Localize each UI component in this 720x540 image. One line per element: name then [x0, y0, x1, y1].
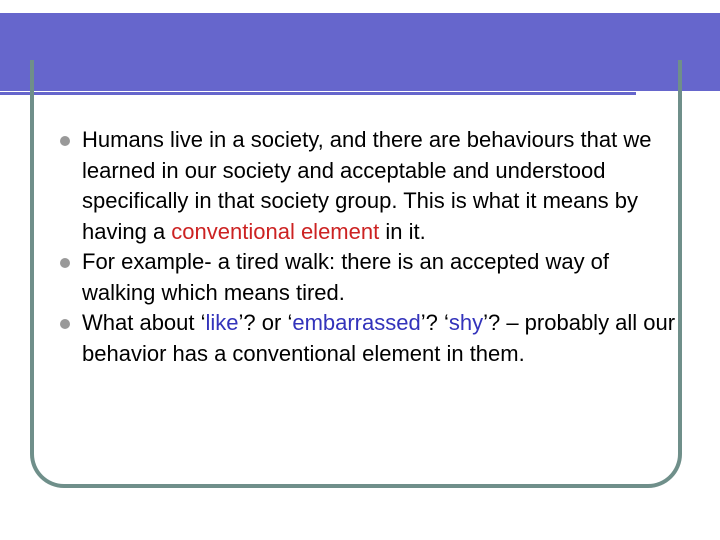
bullet-3-text-d: ’? – probably all our behavior has a conventional element in them. [82, 310, 676, 366]
bullet-item-1 [60, 125, 680, 247]
bullet-2-text: For example- a tired walk: there is an accepted way of walking which means tired. [82, 249, 610, 305]
bullet-dot-icon [60, 136, 70, 146]
bullet-dot-icon [60, 258, 70, 268]
title-banner-edge [692, 13, 720, 91]
highlight-shy: shy [448, 310, 484, 335]
highlight-conventional-element: conventional element [171, 218, 380, 244]
bullet-item-2 [60, 247, 680, 308]
bullet-1-text-b: in it. [379, 218, 426, 244]
bullet-item-3 [60, 308, 680, 369]
highlight-like: like [205, 310, 239, 335]
highlight-embarrassed: embarrassed [292, 310, 421, 335]
bullet-3-text-c: ’? ‘ [420, 310, 449, 335]
slide-body [60, 125, 680, 369]
bullet-3-text-b: ’? or ‘ [238, 310, 293, 335]
bullet-1-text-a: Humans live in a society, and there are behaviours that we learned in our society and acceptable and understood specifically in that society group. This is what it means by having a [82, 127, 652, 244]
bullet-3-text-a: What about ‘ [82, 310, 206, 335]
bullet-dot-icon [60, 319, 70, 329]
